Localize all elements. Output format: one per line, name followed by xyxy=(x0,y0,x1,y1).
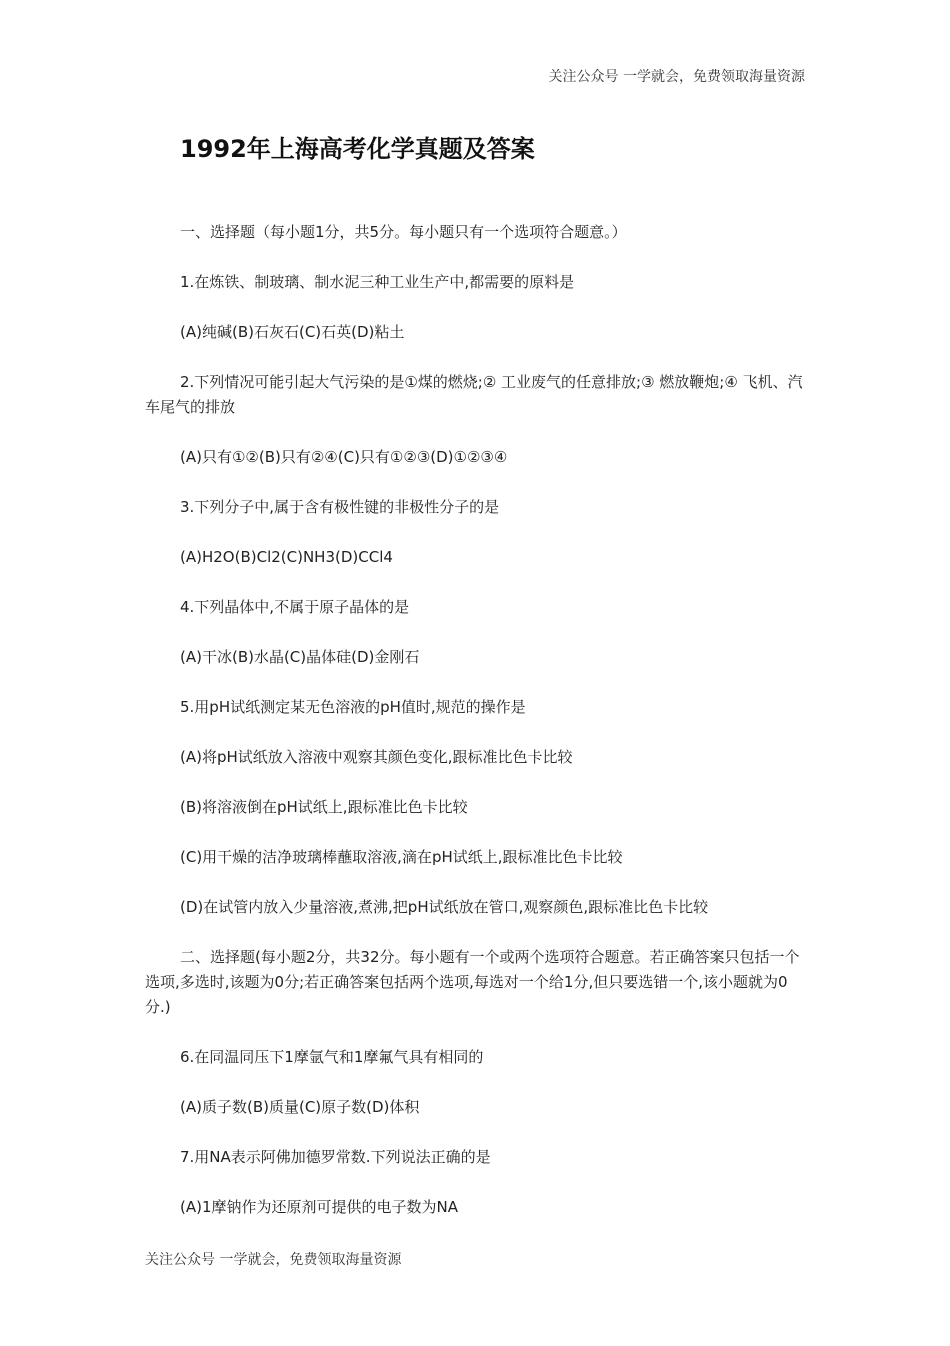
question-4-options: (A)干冰(B)水晶(C)晶体硅(D)金刚石 xyxy=(180,648,420,666)
question-3: 3.下列分子中,属于含有极性键的非极性分子的是 xyxy=(180,498,500,516)
question-1: 1.在炼铁、制玻璃、制水泥三种工业生产中,都需要的原料是 xyxy=(180,273,575,291)
question-2-options: (A)只有①②(B)只有②④(C)只有①②③(D)①②③④ xyxy=(180,448,508,466)
question-7-option-a: (A)1摩钠作为还原剂可提供的电子数为NA xyxy=(180,1198,458,1216)
question-4: 4.下列晶体中,不属于原子晶体的是 xyxy=(180,598,410,616)
question-5-option-b: (B)将溶液倒在pH试纸上,跟标准比色卡比较 xyxy=(180,798,468,816)
question-5-option-d: (D)在试管内放入少量溶液,煮沸,把pH试纸放在管口,观察颜色,跟标准比色卡比较 xyxy=(180,898,709,916)
question-2: 2.下列情况可能引起大气污染的是①煤的燃烧;② 工业废气的任意排放;③ 燃放鞭炮;④ 飞机、汽车尾气的排放 xyxy=(145,373,803,416)
question-5-option-a: (A)将pH试纸放入溶液中观察其颜色变化,跟标准比色卡比较 xyxy=(180,748,573,766)
document-body xyxy=(145,220,807,1245)
question-1-options: (A)纯碱(B)石灰石(C)石英(D)粘土 xyxy=(180,323,405,341)
question-3-options: (A)H2O(B)Cl2(C)NH3(D)CCl4 xyxy=(180,548,393,566)
question-6-options: (A)质子数(B)质量(C)原子数(D)体积 xyxy=(180,1098,420,1116)
footer-note: 关注公众号 一学就会，免费领取海量资源 xyxy=(145,1252,402,1268)
question-6: 6.在同温同压下1摩氩气和1摩氟气具有相同的 xyxy=(180,1048,484,1066)
question-5-option-c: (C)用干燥的洁净玻璃棒蘸取溶液,滴在pH试纸上,跟标准比色卡比较 xyxy=(180,848,623,866)
document-title: 1992年上海高考化学真题及答案 xyxy=(180,135,535,163)
question-7: 7.用NA表示阿佛加德罗常数.下列说法正确的是 xyxy=(180,1148,491,1166)
section-heading-2: 二、选择题(每小题2分，共32分。每小题有一个或两个选项符合题意。若正确答案只包括一个选项,多选时,该题为0分;若正确答案包括两个选项,每选对一个给1分,但只要选错一个,该小题就为0分.) xyxy=(145,948,800,1016)
header-note: 关注公众号 一学就会，免费领取海量资源 xyxy=(548,69,805,85)
section-heading-1: 一、选择题（每小题1分，共5分。每小题只有一个选项符合题意。） xyxy=(180,223,627,241)
question-5: 5.用pH试纸测定某无色溶液的pH值时,规范的操作是 xyxy=(180,698,526,716)
